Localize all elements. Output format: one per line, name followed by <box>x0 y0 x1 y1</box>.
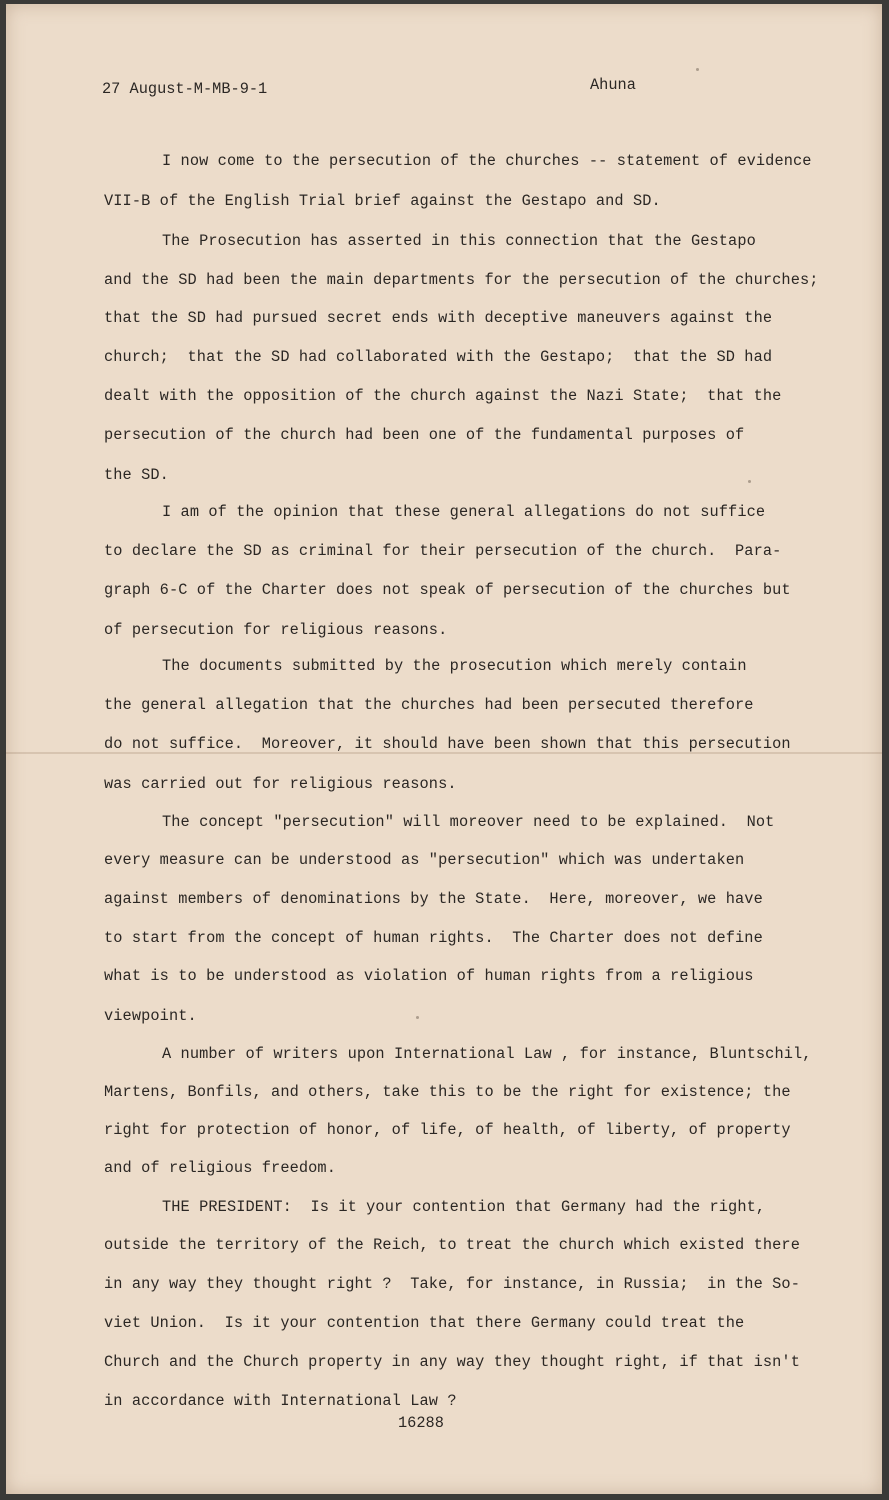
text-line: A number of writers upon International Law , for instance, Bluntschil, <box>162 1045 812 1063</box>
text-line: was carried out for religious reasons. <box>104 775 457 793</box>
page-number: 16288 <box>398 1414 444 1432</box>
reporter-name: Ahuna <box>590 76 636 94</box>
text-line: persecution of the church had been one of the fundamental purposes of <box>104 426 745 444</box>
text-line: and of religious freedom. <box>104 1159 336 1177</box>
text-line: of persecution for religious reasons. <box>104 621 448 639</box>
text-line: to declare the SD as criminal for their persecution of the church. Para- <box>104 542 782 560</box>
text-line: that the SD had pursued secret ends with deceptive maneuvers against the <box>104 309 773 327</box>
text-line: in accordance with International Law ? <box>104 1392 457 1410</box>
text-line: to start from the concept of human rights. The Charter does not define <box>104 929 763 947</box>
text-line: Martens, Bonfils, and others, take this to be the right for existence; the <box>104 1083 791 1101</box>
text-line: The concept "persecution" will moreover need to be explained. Not <box>162 813 775 831</box>
text-line: every measure can be understood as "persecution" which was undertaken <box>104 851 745 869</box>
document-page <box>6 4 882 1494</box>
text-line: I now come to the persecution of the churches -- statement of evidence <box>162 152 812 170</box>
document-reference: 27 August-M-MB-9-1 <box>102 80 268 98</box>
text-line: The Prosecution has asserted in this connection that the Gestapo <box>162 232 756 250</box>
paper-speck <box>748 480 751 483</box>
text-line: the general allegation that the churches had been persecuted therefore <box>104 696 754 714</box>
paper-speck <box>416 1016 419 1019</box>
paper-speck <box>696 68 699 71</box>
text-line: I am of the opinion that these general allegations do not suffice <box>162 503 766 521</box>
text-line: Church and the Church property in any way they thought right, if that isn't <box>104 1353 800 1371</box>
text-line: The documents submitted by the prosecution which merely contain <box>162 657 747 675</box>
text-line: graph 6-C of the Charter does not speak of persecution of the churches but <box>104 581 791 599</box>
text-line: against members of denominations by the State. Here, moreover, we have <box>104 890 763 908</box>
text-line: viewpoint. <box>104 1007 197 1025</box>
text-line: viet Union. Is it your contention that there Germany could treat the <box>104 1314 745 1332</box>
text-line: the SD. <box>104 466 169 484</box>
text-line: right for protection of honor, of life, of health, of liberty, of property <box>104 1121 791 1139</box>
text-line: outside the territory of the Reich, to treat the church which existed there <box>104 1236 800 1254</box>
text-line: dealt with the opposition of the church against the Nazi State; that the <box>104 387 782 405</box>
text-line: THE PRESIDENT: Is it your contention that Germany had the right, <box>162 1198 766 1216</box>
text-line: church; that the SD had collaborated with the Gestapo; that the SD had <box>104 348 773 366</box>
text-line: VII-B of the English Trial brief against the Gestapo and SD. <box>104 192 661 210</box>
text-line: in any way they thought right ? Take, for instance, in Russia; in the So- <box>104 1275 800 1293</box>
text-line: what is to be understood as violation of human rights from a religious <box>104 967 754 985</box>
text-line: do not suffice. Moreover, it should have been shown that this persecution <box>104 735 791 753</box>
text-line: and the SD had been the main departments for the persecution of the churches; <box>104 271 819 289</box>
